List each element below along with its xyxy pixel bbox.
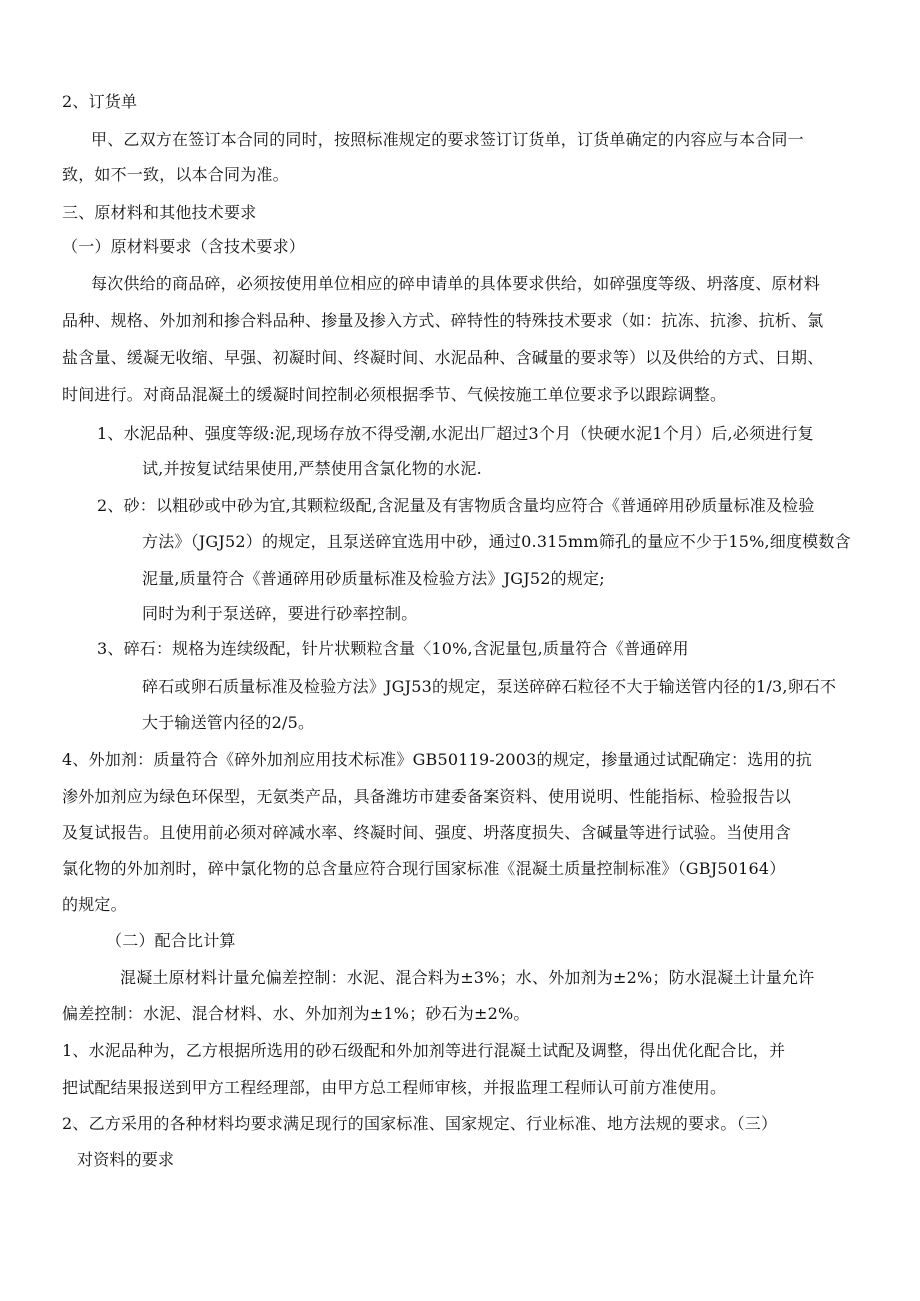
list-item-continuation: 大于输送管内径的2/5。	[142, 713, 315, 732]
list-item-continuation: 方法》（JGJ52）的规定，且泵送碎宜选用中砂，通过0.315mm筛孔的量应不少于15%,细度模数含	[142, 532, 851, 551]
paragraph-line: 盐含量、缓凝无收缩、早强、初凝时间、终凝时间、水泥品种、含碱量的要求等）以及供给的方式、日期、	[62, 348, 824, 367]
paragraph-line: 的规定。	[62, 895, 127, 914]
list-item-continuation: 碎石或卵石质量标准及检验方法》JGJ53的规定，泵送碎碎石粒径不大于输送管内径的1/3,卵石不	[142, 677, 837, 696]
list-item-materials: 2、乙方采用的各种材料均要求满足现行的国家标准、国家规定、行业标准、地方法规的要求。（三）	[62, 1114, 778, 1133]
list-item-gravel: 3、碎石：规格为连续级配，针片状颗粒含量〈10%,含泥量包,质量符合《普通碎用	[97, 639, 689, 658]
paragraph-line: 每次供给的商品碎，必须按使用单位相应的碎申请单的具体要求供给，如碎强度等级、坍落度、原材料	[91, 274, 821, 293]
heading-order-form: 2、订货单	[62, 92, 138, 111]
list-item-continuation: 泥量,质量符合《普通碎用砂质量标准及检验方法》JGJ52的规定;	[142, 569, 605, 588]
paragraph-line: 把试配结果报送到甲方工程经理部，由甲方总工程师审核，并报监理工程师认可前方准使用。	[62, 1078, 727, 1097]
paragraph-line: 致，如不一致，以本合同为准。	[62, 165, 289, 184]
list-item-continuation: 同时为利于泵送碎，要进行砂率控制。	[142, 604, 418, 623]
paragraph-line: 氯化物的外加剂时，碎中氯化物的总含量应符合现行国家标准《混凝土质量控制标准》（GBJ50164）	[62, 859, 786, 878]
heading-subsection-3: 对资料的要求	[77, 1150, 175, 1169]
paragraph-line: 混凝土原材料计量允偏差控制：水泥、混合料为±3%；水、外加剂为±2%；防水混凝土计量允许	[120, 968, 815, 987]
list-item-sand: 2、砂：以粗砂或中砂为宜,其颗粒级配,含泥量及有害物质含量均应符合《普通碎用砂质量标准及检验	[97, 496, 815, 515]
paragraph-line: 渗外加剂应为绿色环保型，无氨类产品，具备潍坊市建委备案资料、使用说明、性能指标、检验报告以	[62, 787, 792, 806]
paragraph-line: 时间进行。对商品混凝土的缓凝时间控制必须根据季节、气候按施工单位要求予以跟踪调整。	[62, 385, 727, 404]
paragraph-line: 偏差控制：水泥、混合材料、水、外加剂为±1%；砂石为±2%。	[62, 1004, 530, 1023]
list-item-cement: 1、水泥品种、强度等级:泥,现场存放不得受潮,水泥出厂超过3个月（快硬水泥1个月）后,必须进行复	[97, 424, 814, 443]
paragraph-line: 甲、乙双方在签订本合同的同时，按照标准规定的要求签订订货单，订货单确定的内容应与本合同一	[91, 130, 804, 149]
list-item-mix-design: 1、水泥品种为，乙方根据所选用的砂石级配和外加剂等进行混凝土试配及调整，得出优化配合比，并	[62, 1041, 786, 1060]
list-item-admixture: 4、外加剂：质量符合《碎外加剂应用技术标准》GB50119-2003的规定，掺量通过试配确定：选用的抗	[62, 750, 812, 769]
heading-subsection-1: （一）原材料要求（含技术要求）	[62, 237, 306, 256]
list-item-continuation: 试,并按复试结果使用,严禁使用含氯化物的水泥.	[142, 459, 482, 478]
paragraph-line: 品种、规格、外加剂和掺合料品种、掺量及掺入方式、碎特性的特殊技术要求（如：抗冻、抗渗、抗析、氯	[62, 311, 824, 330]
heading-section-3: 三、原材料和其他技术要求	[62, 203, 257, 222]
heading-subsection-2: （二）配合比计算	[106, 931, 236, 950]
paragraph-line: 及复试报告。且使用前必须对碎减水率、终凝时间、强度、坍落度损失、含碱量等进行试验。当使用含	[62, 823, 792, 842]
